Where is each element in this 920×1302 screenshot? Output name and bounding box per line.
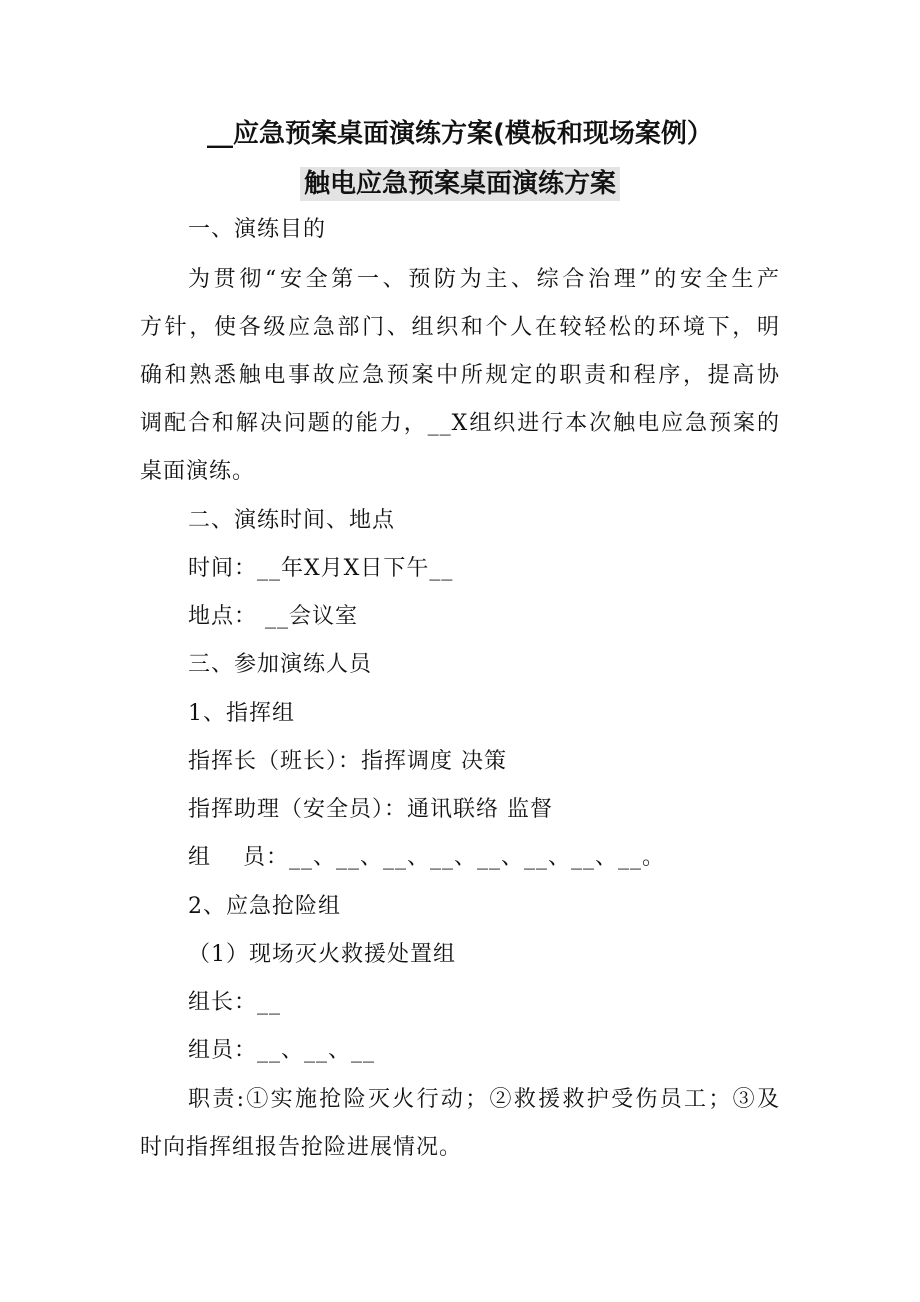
- subgroup-leader-line: 组长：__: [188, 990, 282, 1015]
- purpose-line-4: 调配合和解决问题的能力，__X组织进行本次触电应急预案的: [140, 411, 780, 436]
- purpose-line-1: 为贯彻“安全第一、预防为主、综合治理”的安全生产: [188, 267, 780, 292]
- drill-time: 时间：__年X月X日下午__: [188, 556, 454, 581]
- duty-line-1: 职责:①实施抢险灭火行动；②救援救护受伤员工；③及: [188, 1087, 780, 1112]
- command-members-line: 组 员：__、__、__、__、__、__、__、__。: [188, 845, 665, 870]
- fire-rescue-subgroup-heading: （1）现场灭火救援处置组: [188, 942, 456, 967]
- section-heading-time-place: 二、演练时间、地点: [188, 508, 396, 533]
- purpose-line-2: 方针，使各级应急部门、组织和个人在较轻松的环境下，明: [140, 315, 780, 340]
- subtitle-highlight: 触电应急预案桌面演练方案: [300, 167, 620, 201]
- purpose-line-3: 确和熟悉触电事故应急预案中所规定的职责和程序，提高协: [140, 363, 780, 388]
- purpose-line-5: 桌面演练。: [140, 459, 256, 484]
- section-heading-participants: 三、参加演练人员: [188, 652, 373, 677]
- duty-line-2: 时向指挥组报告抢险进展情况。: [140, 1135, 463, 1160]
- assistant-line: 指挥助理（安全员）：通讯联络 监督: [188, 797, 553, 822]
- commander-line: 指挥长（班长）：指挥调度 决策: [188, 749, 507, 774]
- document-subtitle: [0, 164, 920, 204]
- section-heading-purpose: 一、演练目的: [188, 217, 327, 242]
- document-title: __应急预案桌面演练方案(模板和现场案例）: [207, 119, 713, 149]
- rescue-group-heading: 2、应急抢险组: [188, 894, 341, 919]
- command-group-heading: 1、指挥组: [188, 701, 295, 726]
- drill-place: 地点： __会议室: [188, 604, 358, 629]
- subgroup-members-line: 组员：__、__、__: [188, 1038, 376, 1063]
